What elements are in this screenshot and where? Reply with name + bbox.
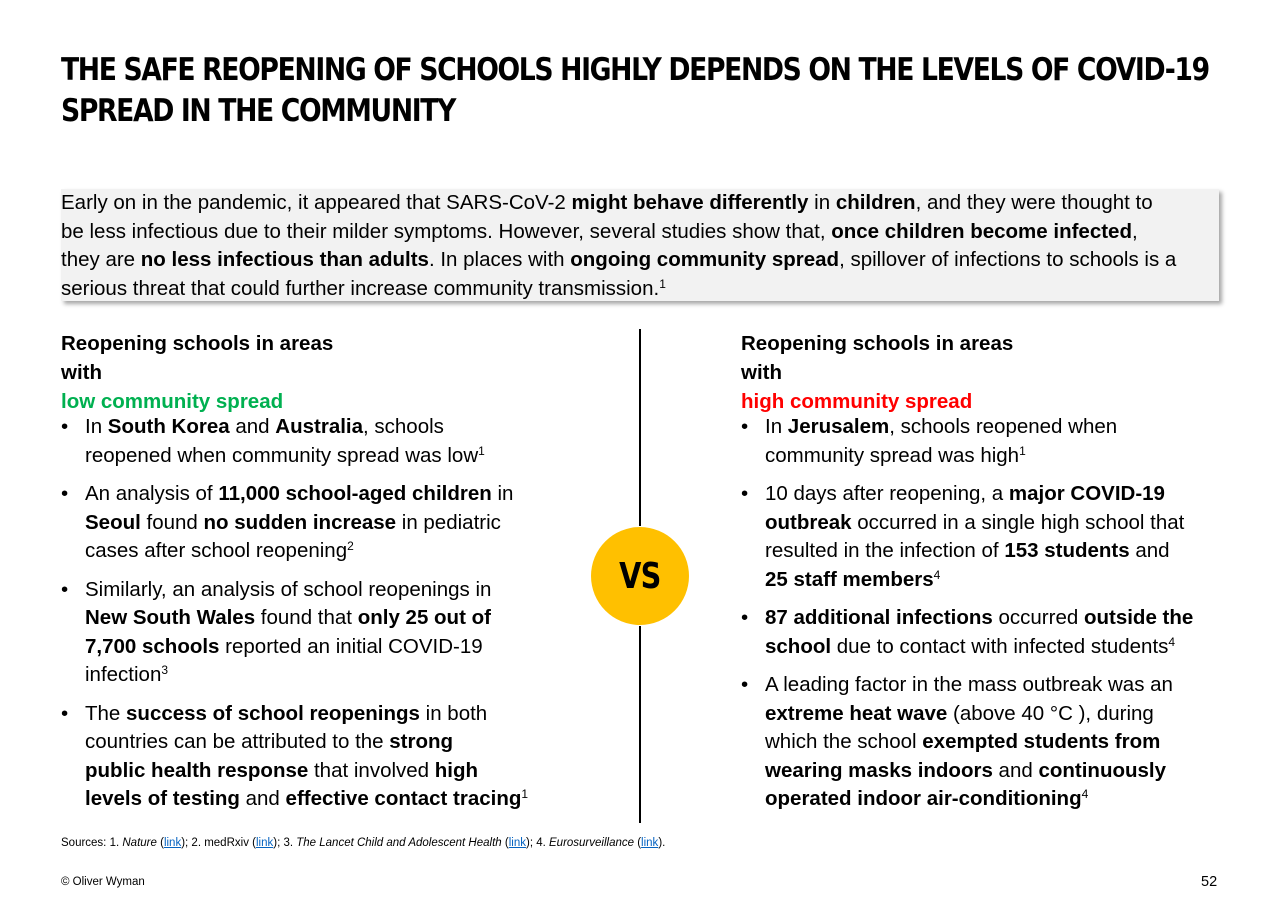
copyright: © Oliver Wyman [61, 876, 145, 888]
intro-callout [61, 189, 1219, 301]
source-link-2[interactable]: link [255, 837, 274, 849]
intro-line-1: Early on in the pandemic, it appeared that SARS-CoV-2 might behave differently in children, and they were thought to [61, 191, 1153, 214]
high-spread-column [741, 329, 1221, 810]
column-divider-bottom [639, 626, 641, 823]
page-title-line-1: THE SAFE REOPENING OF SCHOOLS HIGHLY DEPENDS ON THE LEVELS OF COVID-19 [61, 52, 1209, 88]
list-item: • 10 days after reopening, a major COVID-19 outbreak occurred in a single high school that resulted in the infection of 153 students and 25 staff members$^4$ [741, 480, 1221, 594]
source-link-4[interactable]: link [641, 837, 659, 849]
source-link-1[interactable]: link [163, 837, 182, 849]
low-spread-heading: Reopening schools in areas with low community spread [61, 329, 541, 416]
list-item: • A leading factor in the mass outbreak was an extreme heat wave (above 40 °C ), during which the school exempted students from wearing masks indoors and continuously operated indoor air-conditioning$^4$ [741, 671, 1221, 814]
page-number: 52 [1201, 874, 1218, 890]
intro-line-3: they are no less infectious than adults. In places with ongoing community spread, spillover of infections to schools is a [61, 248, 1177, 271]
high-spread-heading: Reopening schools in areas with high community spread [741, 329, 1221, 416]
vs-badge [591, 527, 689, 625]
list-item: • In Jerusalem, schools reopened when community spread was high$^1$ [741, 413, 1221, 470]
low-spread-label: low community spread [61, 390, 284, 413]
intro-line-4: serious threat that could further increase community transmission.$^1$ [61, 276, 666, 300]
list-item: • The success of school reopenings in both countries can be attributed to the strong public health response that involved high levels of testing and effective contact tracing$^1$ [61, 700, 541, 814]
column-divider-top [639, 329, 641, 526]
list-item: • Similarly, an analysis of school reopenings in New South Wales found that only 25 out of 7,700 schools reported an initial COVID-19 infection$^3$ [61, 576, 541, 690]
high-spread-label: high community spread [741, 390, 973, 413]
vs-label: VS [619, 555, 661, 597]
page-title [61, 50, 1209, 132]
high-spread-list [741, 413, 1221, 824]
source-link-3[interactable]: link [508, 837, 526, 849]
low-spread-list [61, 413, 541, 824]
page-title-line-2: SPREAD IN THE COMMUNITY [61, 93, 456, 129]
list-item: • In South Korea and Australia, schools reopened when community spread was low$^1$ [61, 413, 541, 470]
low-spread-column [61, 329, 541, 810]
list-item: • An analysis of 11,000 school-aged children in Seoul found no sudden increase in pediatric cases after school reopening$^2$ [61, 480, 541, 566]
intro-line-2: be less infectious due to their milder symptoms. However, several studies show that, once children become infected, [61, 219, 1138, 243]
list-item: • 87 additional infections occurred outside the school due to contact with infected students$^4$ [741, 604, 1221, 661]
sources-footnote: Sources: 1. Nature (link); 2. medRxiv (link); 3. The Lancet Child and Adolescent Health (link); 4. Eurosurveillance (link). [61, 837, 666, 849]
